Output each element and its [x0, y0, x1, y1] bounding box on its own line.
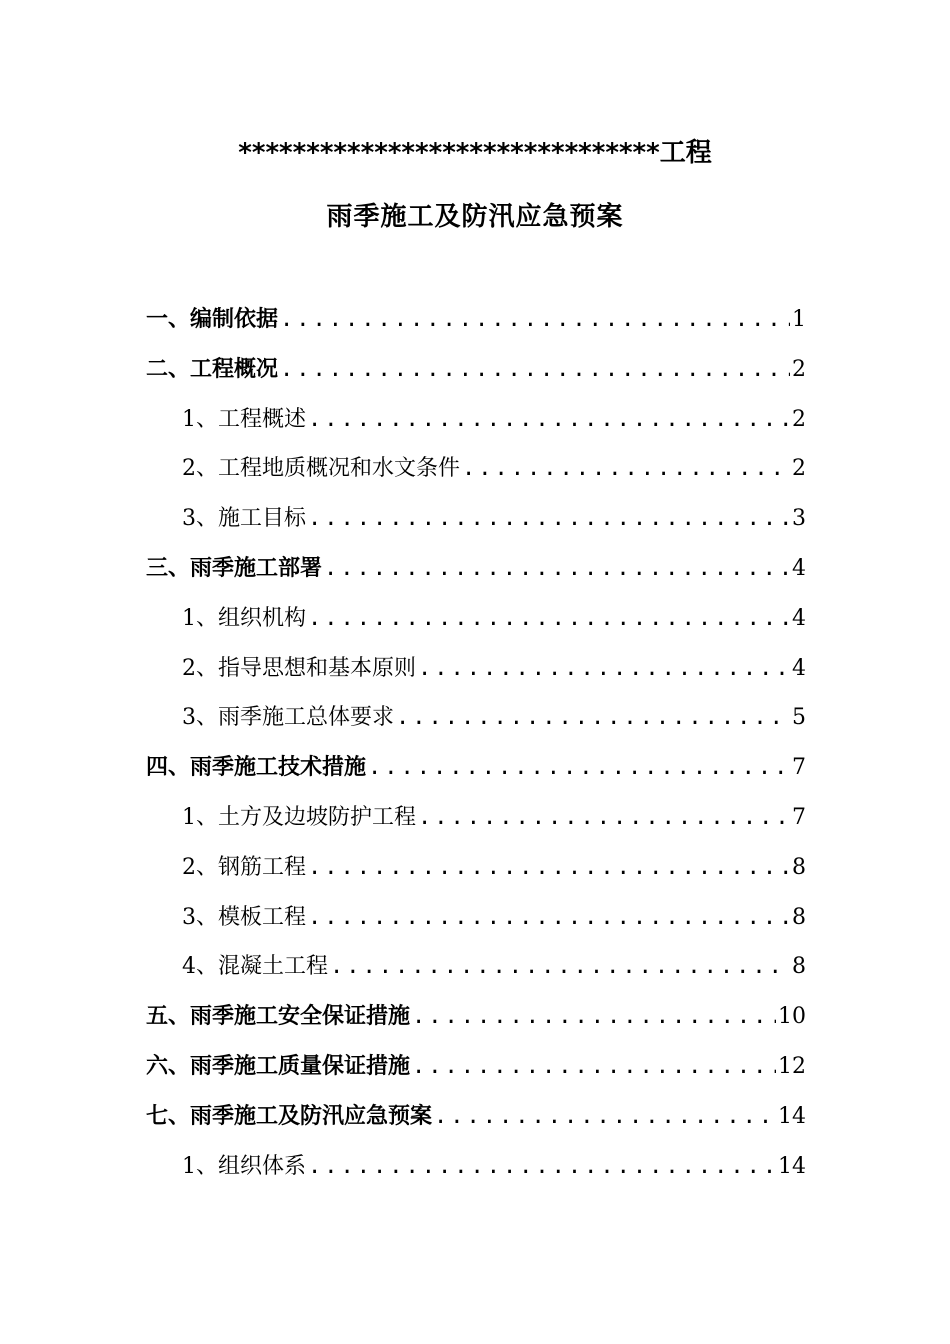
- toc-entry-label: 一、编制依据: [146, 307, 279, 332]
- toc-dot-leader: [418, 650, 790, 688]
- toc-entry[interactable]: [182, 1148, 806, 1186]
- toc-entry[interactable]: [146, 550, 806, 588]
- toc-page-number: 7: [792, 755, 806, 781]
- toc-page-number: 8: [792, 854, 806, 880]
- toc-entry[interactable]: [182, 948, 806, 986]
- toc-dot-leader: [324, 550, 790, 588]
- toc-entry-label: 四、雨季施工技术措施: [146, 755, 367, 781]
- toc-page-number: 8: [792, 954, 806, 980]
- toc-page-number: 10: [778, 1004, 806, 1030]
- toc-entry-label: 三、雨季施工部署: [146, 556, 323, 581]
- toc-entry[interactable]: [146, 749, 806, 787]
- toc-dot-leader: [412, 998, 776, 1036]
- toc-page-number: 14: [778, 1153, 806, 1179]
- toc-page-number: 2: [792, 356, 806, 382]
- toc-entry-label: 六、雨季施工质量保证措施: [146, 1054, 411, 1079]
- toc-entry-label: 2、指导思想和基本原则: [182, 655, 416, 681]
- toc-entry[interactable]: [182, 450, 806, 488]
- toc-page-number: 12: [778, 1054, 806, 1079]
- toc-dot-leader: [368, 749, 790, 787]
- toc-entry[interactable]: [146, 1098, 806, 1136]
- toc-dot-leader: [418, 799, 790, 837]
- project-title: *******************************工程: [238, 138, 712, 168]
- toc-page-number: 14: [778, 1103, 806, 1129]
- toc-entry-label: 4、混凝土工程: [182, 954, 328, 980]
- toc-dot-leader: [434, 1098, 776, 1136]
- toc-dot-leader: [330, 948, 790, 986]
- toc-dot-leader: [280, 351, 790, 389]
- toc-dot-leader: [308, 849, 790, 887]
- toc-entry[interactable]: [182, 799, 806, 837]
- toc-dot-leader: [412, 1048, 776, 1086]
- toc-entry-label: 1、工程概述: [182, 406, 306, 432]
- toc-entry-label: 2、钢筋工程: [182, 854, 306, 880]
- toc-entry-label: 3、模板工程: [182, 904, 306, 930]
- toc-page-number: 4: [792, 655, 806, 681]
- toc-page-number: 4: [792, 605, 806, 631]
- toc-page-number: 3: [792, 506, 806, 532]
- toc-entry[interactable]: [182, 500, 806, 538]
- toc-page-number: 4: [792, 556, 806, 581]
- document-title: 雨季施工及防汛应急预案: [326, 202, 624, 232]
- toc-entry-label: 1、组织机构: [182, 605, 306, 631]
- toc-entry-label: 五、雨季施工安全保证措施: [146, 1004, 411, 1030]
- toc-dot-leader: [308, 500, 790, 538]
- toc-entry-label: 1、组织体系: [182, 1153, 306, 1179]
- toc-dot-leader: [308, 600, 790, 638]
- toc-entry[interactable]: [182, 600, 806, 638]
- toc-entry[interactable]: [182, 699, 806, 737]
- toc-entry[interactable]: [146, 351, 806, 389]
- toc-dot-leader: [396, 699, 790, 737]
- toc-entry-label: 七、雨季施工及防汛应急预案: [146, 1103, 433, 1129]
- toc-entry-label: 3、雨季施工总体要求: [182, 705, 394, 731]
- toc-dot-leader: [462, 450, 790, 488]
- toc-entry-label: 2、工程地质概况和水文条件: [182, 456, 460, 482]
- toc-entry-label: 3、施工目标: [182, 506, 306, 532]
- toc-page-number: 1: [792, 307, 806, 332]
- toc-entry[interactable]: [146, 301, 806, 339]
- toc-dot-leader: [308, 899, 790, 937]
- toc-page-number: 2: [792, 406, 806, 432]
- toc-page-number: 7: [792, 805, 806, 830]
- toc-dot-leader: [308, 401, 790, 439]
- toc-page-number: 5: [792, 705, 806, 731]
- toc-entry-label: 1、土方及边坡防护工程: [182, 805, 416, 830]
- toc-entry[interactable]: [182, 849, 806, 887]
- toc-entry[interactable]: [182, 401, 806, 439]
- toc-dot-leader: [280, 301, 790, 339]
- toc-entry-label: 二、工程概况: [146, 356, 279, 382]
- toc-entry[interactable]: [146, 998, 806, 1036]
- toc-page-number: 2: [792, 456, 806, 482]
- toc-dot-leader: [308, 1148, 776, 1186]
- toc-page-number: 8: [792, 904, 806, 930]
- toc-entry[interactable]: [146, 1048, 806, 1086]
- toc-entry[interactable]: [182, 899, 806, 937]
- toc-entry[interactable]: [182, 650, 806, 688]
